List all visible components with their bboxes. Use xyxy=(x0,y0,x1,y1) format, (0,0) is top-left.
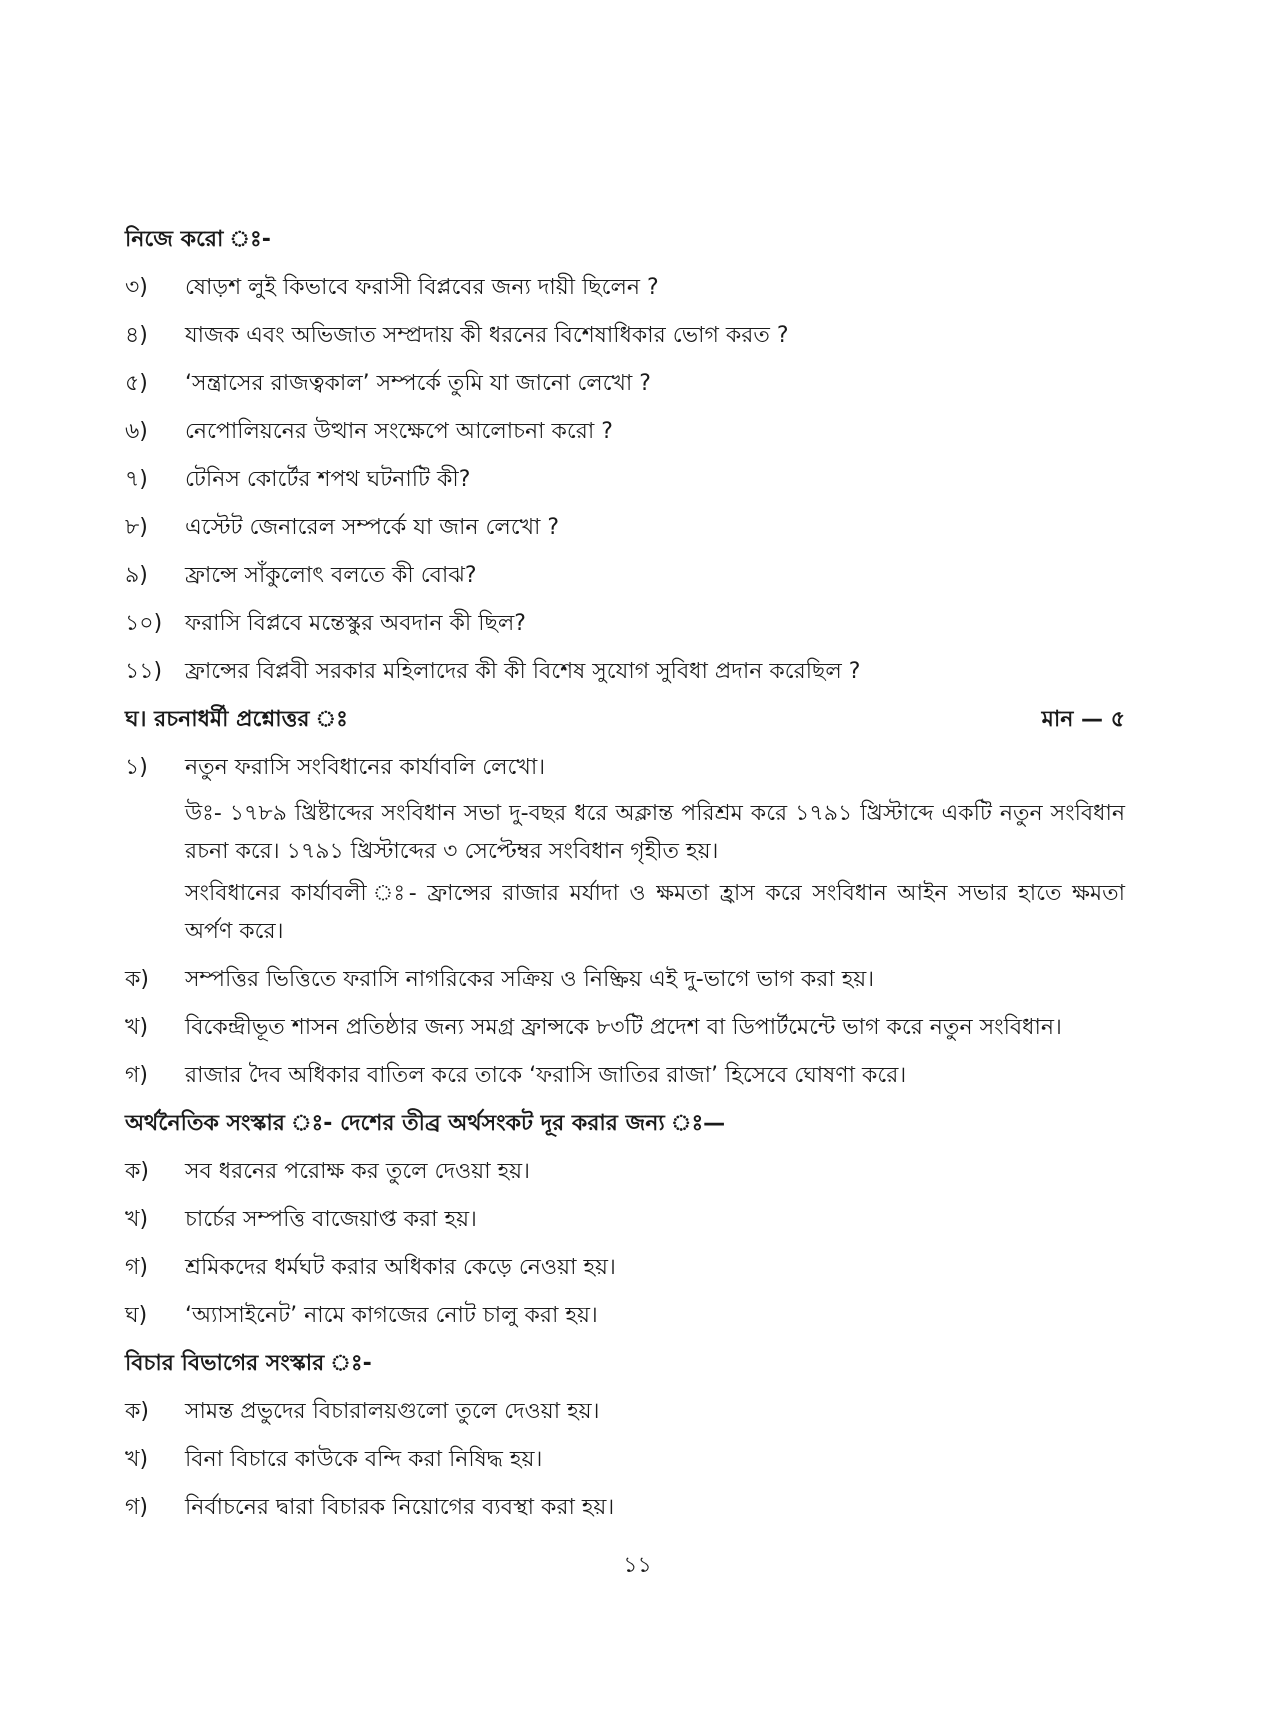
list-item xyxy=(125,1154,1125,1188)
question-item xyxy=(125,606,1125,640)
item-label: গ) xyxy=(125,1063,149,1088)
item-text: ‘অ্যাসাইনেট’ নামে কাগজের নোট চালু করা হয়। xyxy=(185,1303,598,1328)
item-text: চার্চের সম্পত্তি বাজেয়াপ্ত করা হয়। xyxy=(185,1207,477,1232)
question-number: ৬) xyxy=(125,419,148,444)
item-text: সামন্ত প্রভুদের বিচারালয়গুলো তুলে দেওয়া হয়। xyxy=(185,1399,600,1424)
question-text: এস্টেট জেনারেল সম্পর্কে যা জান লেখো ? xyxy=(185,515,560,540)
item-text: রাজার দৈব অধিকার বাতিল করে তাকে ‘ফরাসি জাতির রাজা’ হিসেবে ঘোষণা করে। xyxy=(185,1063,907,1088)
list-item xyxy=(125,1250,1125,1284)
answer-intro-paragraph: উঃ- ১৭৮৯ খ্রিষ্টাব্দের সংবিধান সভা দু-বছর ধরে অক্লান্ত পরিশ্রম করে ১৭৯১ খ্রিস্টাব্দে একটি নতুন সংবিধান রচনা করে। ১৭৯১ খ্রিস্টাব্দের ৩ সেপ্টেম্বর সংবিধান গৃহীত হয়। xyxy=(185,801,1125,864)
item-label: খ) xyxy=(125,1015,149,1040)
list-item xyxy=(125,1298,1125,1332)
question-item xyxy=(125,654,1125,688)
item-label: ঘ) xyxy=(125,1303,148,1328)
list-item xyxy=(125,1442,1125,1476)
item-label: গ) xyxy=(125,1255,149,1280)
question-text: ‘সন্ত্রাসের রাজত্বকাল’ সম্পর্কে তুমি যা জানো লেখো ? xyxy=(185,371,651,396)
question-item xyxy=(125,318,1125,352)
functions-paragraph: সংবিধানের কার্যাবলী ঃ- ফ্রান্সের রাজার মর্যাদা ও ক্ষমতা হ্রাস করে সংবিধান আইন সভার হাতে ক্ষমতা অর্পণ করে। xyxy=(185,881,1125,944)
question-text: ফরাসি বিপ্লবে মন্তেস্কুর অবদান কী ছিল? xyxy=(185,611,526,636)
question-number: ৩) xyxy=(125,275,148,300)
question-item xyxy=(125,366,1125,400)
item-text: শ্রমিকদের ধর্মঘট করার অধিকার কেড়ে নেওয়া হয়। xyxy=(185,1255,616,1280)
question-text: টেনিস কোর্টের শপথ ঘটনাটি কী? xyxy=(185,467,471,492)
question-item xyxy=(125,462,1125,496)
item-label: ক) xyxy=(125,1399,149,1424)
item-label: গ) xyxy=(125,1495,149,1520)
question-text: নেপোলিয়নের উত্থান সংক্ষেপে আলোচনা করো ? xyxy=(185,419,613,444)
marks-label: মান — ৫ xyxy=(1041,707,1125,732)
item-text: নির্বাচনের দ্বারা বিচারক নিয়োগের ব্যবস্থা করা হয়। xyxy=(185,1495,615,1520)
item-label: ক) xyxy=(125,1159,149,1184)
question-item xyxy=(125,414,1125,448)
question-number: ১১) xyxy=(125,659,163,684)
list-item xyxy=(125,962,1125,996)
question-number: ১০) xyxy=(125,611,163,636)
section-heading-economic: অর্থনৈতিক সংস্কার ঃ- দেশের তীব্র অর্থসংকট দূর করার জন্য ঃ— xyxy=(125,1111,726,1136)
section-heading-judicial: বিচার বিভাগের সংস্কার ঃ- xyxy=(125,1351,372,1376)
question-text: ষোড়শ লুই কিভাবে ফরাসী বিপ্লবের জন্য দায়ী ছিলেন ? xyxy=(185,275,659,300)
section-heading-self-practice: নিজে করো ঃ- xyxy=(125,227,271,252)
list-item xyxy=(125,1490,1125,1524)
question-item xyxy=(125,270,1125,304)
item-text: বিনা বিচারে কাউকে বন্দি করা নিষিদ্ধ হয়। xyxy=(185,1447,543,1472)
essay-question xyxy=(125,750,1125,784)
question-text: যাজক এবং অভিজাত সম্প্রদায় কী ধরনের বিশেষাধিকার ভোগ করত ? xyxy=(185,323,789,348)
list-item xyxy=(125,1202,1125,1236)
question-number: ৪) xyxy=(125,323,148,348)
item-text: সম্পত্তির ভিত্তিতে ফরাসি নাগরিকের সক্রিয় ও নিষ্ক্রিয় এই দু-ভাগে ভাগ করা হয়। xyxy=(185,967,875,992)
question-text: ফ্রান্সে সাঁকুলোৎ বলতে কী বোঝ? xyxy=(185,563,477,588)
question-number: ৮) xyxy=(125,515,148,540)
list-item xyxy=(125,1010,1125,1044)
item-label: খ) xyxy=(125,1447,149,1472)
item-text: সব ধরনের পরোক্ষ কর তুলে দেওয়া হয়। xyxy=(185,1159,530,1184)
question-item xyxy=(125,510,1125,544)
question-text: নতুন ফরাসি সংবিধানের কার্যাবলি লেখো। xyxy=(185,755,546,780)
question-number: ৫) xyxy=(125,371,148,396)
question-number: ৯) xyxy=(125,563,148,588)
item-label: ক) xyxy=(125,967,149,992)
page-number: ১১ xyxy=(623,1553,652,1578)
question-item xyxy=(125,558,1125,592)
item-text: বিকেন্দ্রীভূত শাসন প্রতিষ্ঠার জন্য সমগ্র ফ্রান্সকে ৮৩টি প্রদেশ বা ডিপার্টমেন্টে ভাগ করে নতুন সংবিধান। xyxy=(185,1015,1062,1040)
list-item xyxy=(125,1394,1125,1428)
question-text: ফ্রান্সের বিপ্লবী সরকার মহিলাদের কী কী বিশেষ সুযোগ সুবিধা প্রদান করেছিল ? xyxy=(185,659,861,684)
list-item xyxy=(125,1058,1125,1092)
question-number: ৭) xyxy=(125,467,148,492)
section-heading-essay: ঘ। রচনাধর্মী প্রশ্নোত্তর ঃ xyxy=(125,707,348,732)
question-number: ১) xyxy=(125,755,148,780)
item-label: খ) xyxy=(125,1207,149,1232)
